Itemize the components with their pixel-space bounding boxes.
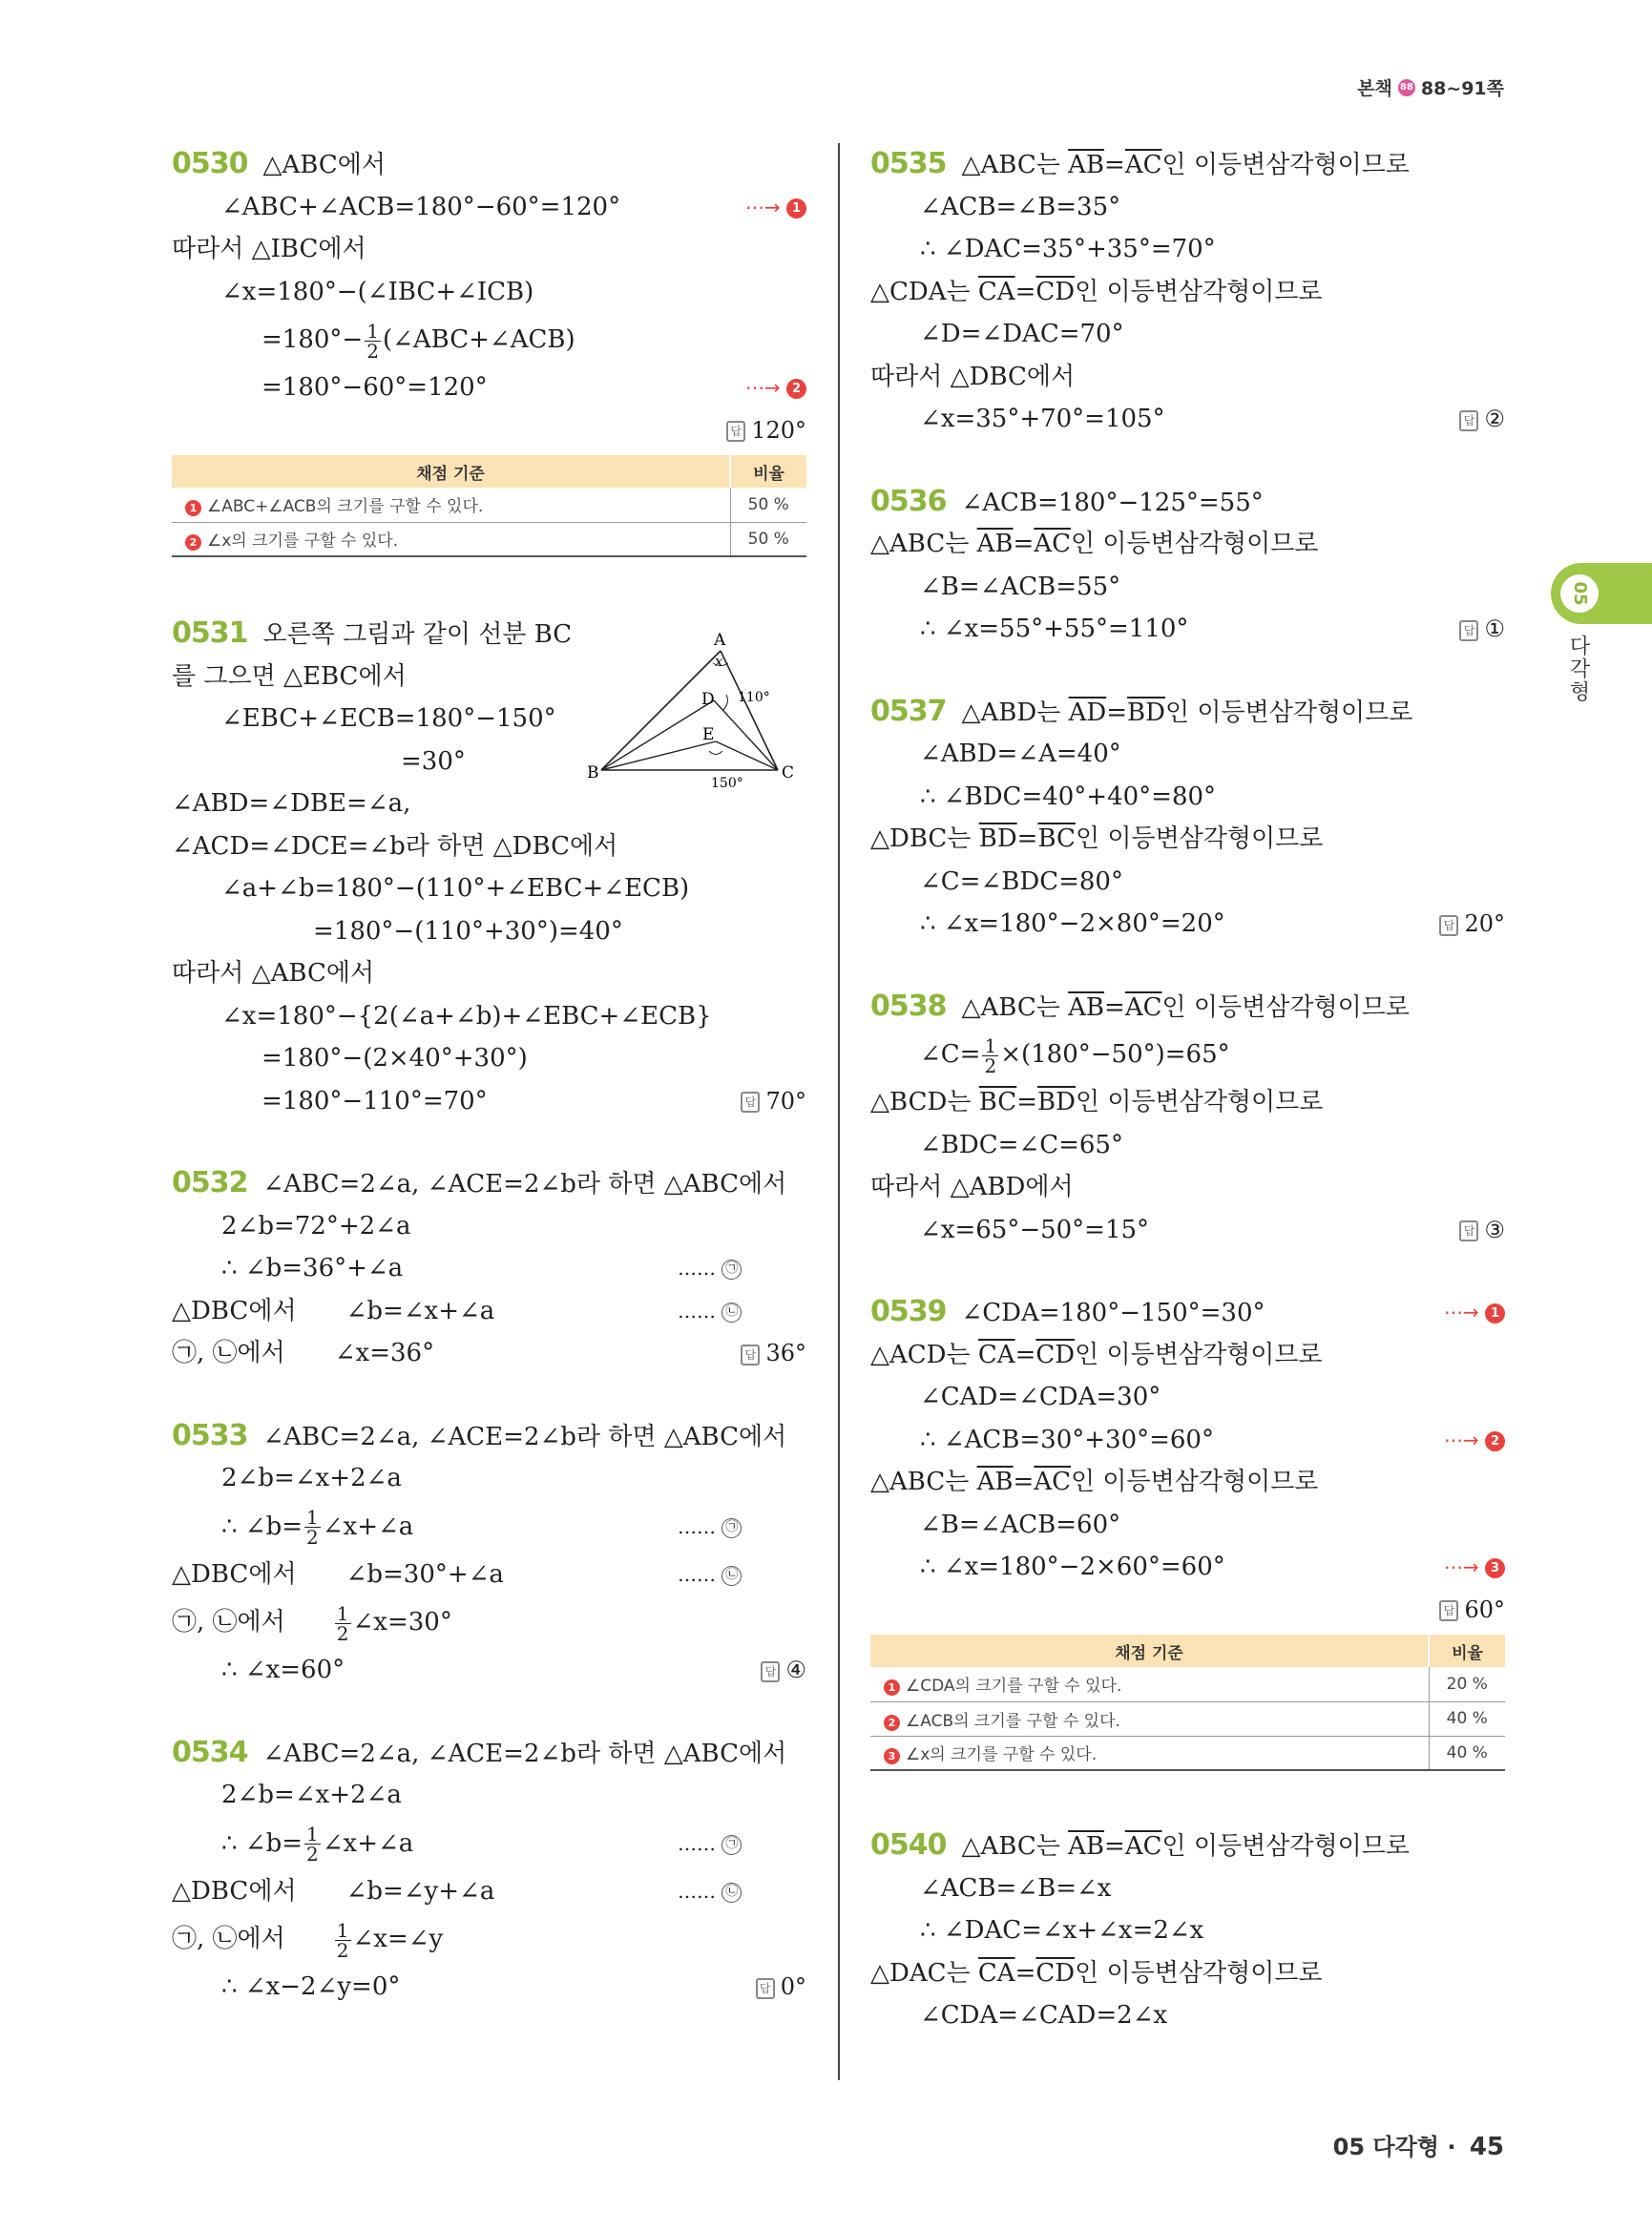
table-row: 1 ∠ABC+∠ACB의 크기를 구할 수 있다. 50 % <box>172 488 806 522</box>
solution-line: 0537 △ABD는 $\overline{AD}=\overline{BD}$인 이등변삼각형이므로 <box>870 694 1413 728</box>
problem-number: 0531 <box>172 616 248 650</box>
solution-line: ∴ ∠x=180°−2×60°=60° <box>920 1553 1225 1581</box>
answer-icon: 답 <box>761 1661 780 1682</box>
solution-line: =180°−110°=70° <box>261 1086 488 1116</box>
scoring-criteria-table <box>870 1635 1505 1771</box>
answer-icon: 답 <box>756 1978 775 1999</box>
page-footer <box>1333 2128 1504 2161</box>
solution-line: ∠ACD=∠DCE=∠b라 하면 △DBC에서 <box>172 831 618 861</box>
answer-icon: 답 <box>1459 410 1478 431</box>
fig-label-c: C <box>782 763 795 782</box>
equation-marker: …… ㉡ <box>678 1870 742 1913</box>
table-header: 비율 <box>730 455 806 488</box>
solution-line: =30° <box>401 746 466 776</box>
solution-line: ∠ACB=180°−125°=55° <box>961 488 1264 517</box>
solution-line: ∴ ∠b= $\frac{1}{2}$ ∠x+∠a …… ㉠ <box>172 1500 806 1553</box>
problem-number: 0538 <box>870 989 947 1023</box>
solution-line: =180°−60°=120° <box>261 373 488 402</box>
step-marker-2: ⋯→ 2 <box>745 366 806 409</box>
solution-line: ∠D=∠DAC=70° <box>920 320 1124 348</box>
problem-number: 0535 <box>870 147 947 180</box>
book-icon: 88 <box>1398 79 1415 96</box>
equation-marker: …… ㉡ <box>678 1290 742 1333</box>
solution-line: △DBC에서 <box>172 1876 297 1906</box>
answer: 답 20° <box>1439 903 1505 946</box>
answer-icon: 답 <box>1439 915 1458 936</box>
answer-icon: 답 <box>1439 1600 1458 1621</box>
answer: 답 60° <box>1439 1589 1505 1632</box>
solution-line: 0540 △ABC는 $\overline{AB}=\overline{AC}$인 이등변삼각형이므로 <box>870 1828 1410 1862</box>
solution-line: ∠x=180°−{2(∠a+∠b)+∠EBC+∠ECB} <box>221 1001 712 1031</box>
problem-number: 0540 <box>870 1828 947 1862</box>
solution-line: 따라서 △ABC에서 <box>172 959 375 988</box>
problem-0539 <box>870 1291 1505 1771</box>
fig-label-x: x <box>715 653 723 670</box>
fig-label-a: A <box>714 632 726 650</box>
header-book-label: 본책 <box>1357 78 1392 99</box>
equation-marker: …… ㉡ <box>678 1553 742 1596</box>
answer-icon: 답 <box>741 1092 760 1113</box>
answer: 답 ④ <box>761 1649 806 1692</box>
fraction: $\frac{1}{2}$ <box>984 1033 997 1077</box>
solution-line: 를 그으면 △EBC에서 <box>172 661 407 691</box>
solution-line: ∠C= $\frac{1}{2}$ ×(180°−50°)=65° <box>920 1033 1230 1077</box>
solution-line: ∠CDA=∠CAD=2∠x <box>920 2001 1168 2030</box>
solution-line: ∠EBC+∠ECB=180°−150° <box>221 704 556 733</box>
problem-number: 0530 <box>172 147 248 180</box>
answer-icon: 답 <box>1459 1220 1478 1241</box>
problem-0533: 0533 ∠ABC=2∠a, ∠ACE=2∠b라 하면 △ABC에서 2∠b=∠x+2∠a ∴ ∠b= $\frac{1}{2}$ ∠x+∠a …… ㉠ △DBC에서 ∠b=30°+∠a …… ㉡ ㉠, ㉡에서 $\frac{1}{2}$ ∠x=30° ∴ ∠x=60° 답 ④ <box>172 1415 806 1692</box>
problem-number: 0534 <box>172 1735 248 1769</box>
solution-line: ∠x=65°−50°=15° <box>920 1215 1150 1244</box>
fig-label-150: 150° <box>711 776 743 791</box>
equation-marker: …… ㉠ <box>678 1500 742 1553</box>
equation-marker: …… ㉠ <box>678 1247 742 1290</box>
answer: 답 36° <box>741 1332 806 1375</box>
solution-line: △ACD는 $\overline{CA}=\overline{CD}$인 이등변삼각형이므로 <box>870 1340 1323 1369</box>
solution-line: ∠CDA=180°−150°=30° <box>961 1299 1265 1327</box>
step-marker-1: ⋯→ 1 <box>1444 1291 1505 1334</box>
problem-0536 <box>870 481 1505 651</box>
step-marker-3: ⋯→ 3 <box>1444 1546 1505 1589</box>
problem-0540 <box>870 1824 1505 2037</box>
answer-icon: 답 <box>1459 620 1478 641</box>
solution-line: ∴ ∠x=180°−2×80°=20° <box>920 909 1225 938</box>
solution-line: 따라서 △IBC에서 <box>172 235 366 263</box>
solution-line: ∠B=∠ACB=60° <box>920 1510 1121 1539</box>
header-pages: 88~91쪽 <box>1420 78 1504 99</box>
solution-line: ∠x=35°+70°=105° <box>920 405 1165 433</box>
solution-line: △ABC는 $\overline{AB}=\overline{AC}$인 이등변삼각형이므로 <box>870 530 1319 558</box>
answer: 답 ② <box>1459 398 1505 441</box>
problem-number: 0533 <box>172 1418 248 1452</box>
fig-label-d: D <box>701 690 715 709</box>
solution-line: ∠x=180°−(∠IBC+∠ICB) <box>221 277 534 306</box>
solution-line: ∠ACB=∠B=∠x <box>920 1873 1112 1903</box>
problem-0538 <box>870 986 1505 1252</box>
problem-number: 0537 <box>870 694 947 728</box>
answer: 답 120° <box>726 409 806 452</box>
fig-label-b: B <box>587 763 599 782</box>
left-column <box>172 143 806 2049</box>
problem-number: 0539 <box>870 1295 947 1328</box>
solution-line: △DBC에서 <box>172 1559 297 1589</box>
answer: 답 0° <box>756 1966 806 2009</box>
answer: 답 ③ <box>1459 1209 1505 1252</box>
table-header: 채점 기준 <box>870 1635 1429 1667</box>
fig-label-110: 110° <box>738 690 770 705</box>
problem-number: 0536 <box>870 484 947 518</box>
solution-line: 2∠b=∠x+2∠a <box>221 1781 402 1809</box>
equation-marker: …… ㉠ <box>678 1817 742 1870</box>
problem-0537 <box>870 691 1505 946</box>
footer-separator: · <box>1447 2134 1456 2160</box>
page-number: 45 <box>1469 2133 1504 2161</box>
solution-line: △DBC에서 <box>172 1296 297 1325</box>
solution-line: ∠a+∠b=180°−(110°+∠EBC+∠ECB) <box>221 874 690 903</box>
answer-icon: 답 <box>726 421 745 442</box>
answer: 답 70° <box>741 1080 806 1123</box>
solution-line: ∠ABC+∠ACB=180°−60°=120° <box>221 192 621 221</box>
fraction: $\frac{1}{2}$ <box>336 1601 349 1645</box>
fraction: $\frac{1}{2}$ <box>306 1823 319 1866</box>
solution-line: ∴ ∠b= $\frac{1}{2}$ ∠x+∠a …… ㉠ <box>172 1817 806 1870</box>
answer-icon: 답 <box>741 1345 760 1366</box>
problem-0532: 0532 ∠ABC=2∠a, ∠ACE=2∠b라 하면 △ABC에서 2∠b=72°+2∠a ∴ ∠b=36°+∠a …… ㉠ △DBC에서 ∠b=∠x+∠a …… ㉡ ㉠, ㉡에서 ∠x=36° 답 36° <box>172 1162 806 1375</box>
solution-line: 2∠b=72°+2∠a <box>221 1211 411 1241</box>
solution-line: △DAC는 $\overline{CA}=\overline{CD}$인 이등변삼각형이므로 <box>870 1958 1323 1988</box>
fraction: $\frac{1}{2}$ <box>336 1918 349 1962</box>
solution-line: 0538 △ABC는 $\overline{AB}=\overline{AC}$인 이등변삼각형이므로 <box>870 989 1410 1023</box>
solution-line: ∠CAD=∠CDA=30° <box>920 1383 1161 1411</box>
solution-line: =180°−(2×40°+30°) <box>261 1044 528 1073</box>
answer: 답 ① <box>1459 608 1505 651</box>
problem-0530 <box>172 143 806 557</box>
solution-line: ∠ABD=∠A=40° <box>920 740 1121 768</box>
scoring-criteria-table <box>172 455 806 557</box>
solution-line: △BCD는 $\overline{BC}=\overline{BD}$인 이등변삼각형이므로 <box>870 1088 1324 1116</box>
solution-line: △DBC는 $\overline{BD}=\overline{BC}$인 이등변삼각형이므로 <box>870 824 1324 853</box>
problem-number: 0532 <box>172 1166 248 1199</box>
footer-chapter: 05 다각형 <box>1332 2134 1439 2160</box>
solution-line: ∠BDC=∠C=65° <box>920 1130 1123 1159</box>
solution-line: ∴ ∠DAC=35°+35°=70° <box>920 235 1216 263</box>
table-row: 1 ∠CDA의 크기를 구할 수 있다. 20 % <box>870 1667 1505 1701</box>
fig-label-e: E <box>702 725 715 744</box>
table-row: 2 ∠x의 크기를 구할 수 있다. 50 % <box>172 522 806 556</box>
solution-line: ∴ ∠BDC=40°+40°=80° <box>920 782 1217 811</box>
solution-line: ∠ABC=2∠a, ∠ACE=2∠b라 하면 △ABC에서 <box>262 1739 787 1768</box>
problem-0534: 0534 ∠ABC=2∠a, ∠ACE=2∠b라 하면 △ABC에서 2∠b=∠x+2∠a ∴ ∠b= $\frac{1}{2}$ ∠x+∠a …… ㉠ △DBC에서 ∠b=∠y+∠a …… ㉡ ㉠, ㉡에서 $\frac{1}{2}$ ∠x=∠y ∴ ∠x−2∠y=0° 답 0° <box>172 1732 806 2009</box>
solution-line: 오른쪽 그림과 같이 선분 BC <box>262 620 573 649</box>
chapter-tab[interactable] <box>1551 563 1652 624</box>
solution-line: 따라서 △DBC에서 <box>870 362 1076 391</box>
table-header: 채점 기준 <box>172 455 730 488</box>
page-header <box>1357 74 1504 100</box>
table-row: 2 ∠ACB의 크기를 구할 수 있다. 40 % <box>870 1701 1505 1736</box>
solution-line: =180°− $\frac{1}{2}$ (∠ABC+∠ACB) <box>261 319 575 363</box>
solution-line: ∠C=∠BDC=80° <box>920 866 1123 896</box>
solution-line: ∠ACB=∠B=35° <box>920 192 1121 221</box>
solution-line: ∴ ∠x−2∠y=0° <box>221 1972 401 2001</box>
solution-line: 2∠b=∠x+2∠a <box>221 1464 402 1492</box>
solution-line: ∴ ∠ACB=30°+30°=60° <box>920 1425 1214 1454</box>
solution-line: ㉠, ㉡에서 <box>172 1339 285 1367</box>
chapter-tab-title: 다각형 <box>1566 635 1590 703</box>
problem-0531 <box>172 613 806 1122</box>
fraction: $\frac{1}{2}$ <box>306 1506 319 1549</box>
solution-line: =180°−(110°+30°)=40° <box>313 916 623 946</box>
solution-line: ∠ABC=2∠a, ∠ACE=2∠b라 하면 △ABC에서 <box>262 1422 787 1451</box>
solution-line: ∠B=∠ACB=55° <box>920 572 1121 601</box>
solution-line: ∠ABD=∠DBE=∠a, <box>172 789 411 818</box>
step-marker-1: ⋯→ 1 <box>745 186 806 229</box>
solution-line: △CDA는 $\overline{CA}=\overline{CD}$인 이등변삼각형이므로 <box>870 277 1323 306</box>
problem-0535 <box>870 143 1505 441</box>
solution-line: △ABC는 $\overline{AB}=\overline{AC}$인 이등변삼각형이므로 <box>870 1468 1319 1496</box>
column-divider <box>838 143 840 2080</box>
chapter-tab-number: 05 <box>1560 574 1599 613</box>
solution-line: ∴ ∠x=60° <box>221 1656 345 1684</box>
solution-line: 따라서 △ABD에서 <box>870 1173 1074 1201</box>
solution-line: ∴ ∠b=36°+∠a <box>221 1254 404 1282</box>
solution-line: △ABC에서 <box>262 151 386 179</box>
solution-line: ㉠, ㉡에서 $\frac{1}{2}$ ∠x=30° <box>172 1601 452 1645</box>
solution-line: 0535 △ABC는 $\overline{AB}=\overline{AC}$인 이등변삼각형이므로 <box>870 147 1410 180</box>
solution-line: ∠ABC=2∠a, ∠ACE=2∠b라 하면 △ABC에서 <box>262 1170 787 1199</box>
solution-line: ∴ ∠DAC=∠x+∠x=2∠x <box>920 1916 1204 1945</box>
solution-line: ∴ ∠x=55°+55°=110° <box>920 615 1189 643</box>
step-marker-2: ⋯→ 2 <box>1444 1419 1505 1462</box>
table-row: 3 ∠x의 크기를 구할 수 있다. 40 % <box>870 1736 1505 1770</box>
right-column <box>870 143 1505 2077</box>
solution-line: ㉠, ㉡에서 $\frac{1}{2}$ ∠x=∠y <box>172 1918 444 1962</box>
fraction: $\frac{1}{2}$ <box>366 319 379 363</box>
table-header: 비율 <box>1429 1635 1505 1667</box>
